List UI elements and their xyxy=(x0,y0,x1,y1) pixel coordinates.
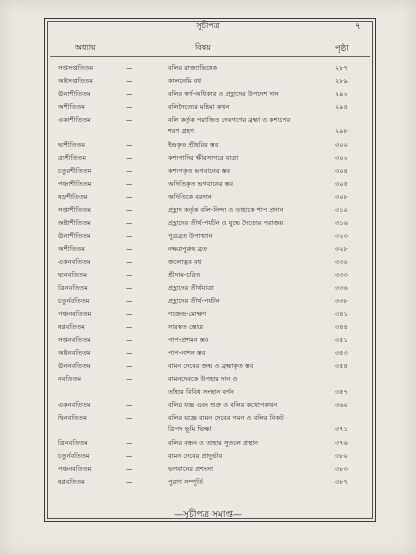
page-ref: ৩০৫ xyxy=(335,180,348,188)
table-row xyxy=(0,308,416,320)
chapter-name: দ্বিনবতিতম xyxy=(58,414,87,422)
subject-text: ভগবানের প্রশংসা xyxy=(168,465,214,473)
chapter-name: পঞ্চাশীতিতম xyxy=(58,180,92,188)
dash-separator: — xyxy=(126,90,133,98)
table-row xyxy=(0,217,416,229)
table-row xyxy=(0,295,416,307)
chapter-name: চতুরশীতিতম xyxy=(58,167,92,175)
table-row xyxy=(0,282,416,294)
page-ref: ৩১০ xyxy=(335,206,348,214)
page-ref: ২৮৯ xyxy=(335,77,348,85)
chapter-name: সপ্তসপ্ততিতম xyxy=(58,64,93,72)
subject-text: কশ্যপকৃত ভগবানের স্তব xyxy=(168,167,231,175)
subject-text: বামনদেবকে উপহার দান ও xyxy=(168,375,238,383)
dash-separator: — xyxy=(126,439,133,447)
page-ref: ৩৩৬ xyxy=(335,284,348,292)
page-ref: ৩৩৩ xyxy=(335,271,348,279)
table-row xyxy=(0,399,416,411)
table-row xyxy=(0,334,416,346)
table-row xyxy=(0,178,416,190)
chapter-name: সপ্তাশীতিতম xyxy=(58,206,91,214)
chapter-name: ঊনাশীতিতম xyxy=(58,90,91,98)
chapter-name: নবতিতম xyxy=(58,375,82,383)
chapter-name: সপ্তনবতিতম xyxy=(58,336,91,344)
subject-text: শ্রীদাম-চরিত xyxy=(168,271,201,279)
subject-text: তাঁহার বিবিধ সংস্থান বর্ণন xyxy=(168,388,234,396)
dash-separator: — xyxy=(126,206,133,214)
subject-text: বলির যজ্ঞ এবং শুক্র ও বলির কথোপকথন xyxy=(168,401,278,409)
page-ref: ২৯২ xyxy=(335,90,348,98)
subject-text: গজেন্দ্র-মোক্ষণ xyxy=(168,310,207,318)
table-row xyxy=(0,373,416,385)
table-row xyxy=(0,476,416,488)
subject-text: ইন্দ্রকৃত শ্রীহরির স্তব xyxy=(168,141,219,149)
chapter-name: চতুর্নবতিতম xyxy=(58,452,90,460)
table-row xyxy=(0,191,416,203)
page-title: সূচীপত্র xyxy=(196,21,220,30)
table-row xyxy=(0,360,416,372)
dash-separator: — xyxy=(126,452,133,460)
chapter-name: অষ্টাশীতিতম xyxy=(58,219,91,227)
subject-text: সারস্বত স্তোত্র xyxy=(168,323,204,331)
subject-text: কালনেমি বধ xyxy=(168,77,202,85)
dash-separator: — xyxy=(126,297,133,305)
subject-text: বলি কর্তৃক পরাজিত দেবগণের ব্রহ্মা ও কশ্যপের xyxy=(168,116,291,124)
subject-text: পুত্রব্রত উপাখ্যান xyxy=(168,232,213,240)
page-ref: ৩০২ xyxy=(335,154,348,162)
chapter-name: দ্ব্যশীতিতম xyxy=(58,141,86,149)
chapter-name: অষ্টনবতিতম xyxy=(58,349,91,357)
chapter-name: দ্ব্যনবতিতম xyxy=(58,271,87,279)
chapter-name: ত্রিনবতিতম xyxy=(58,284,88,292)
chapter-name: চতুর্নবতিতম xyxy=(58,297,90,305)
dash-separator: — xyxy=(126,116,133,124)
column-header-chapter: অধ্যায় xyxy=(75,43,96,52)
dash-separator: — xyxy=(126,465,133,473)
subject-text: অদিতিকে বরদান xyxy=(168,193,212,201)
page-ref: ৩৮৭ xyxy=(335,478,348,486)
page-ref: ৩৮০ xyxy=(335,452,348,460)
dash-separator: — xyxy=(126,141,133,149)
subject-text: প্রহ্লাদের তীর্থ-পর্যটন ও যুদ্ধে দৈত্যের পরাজয় xyxy=(168,219,284,227)
subject-text: পুরাণ সম্পূর্তি xyxy=(168,478,203,486)
dash-separator: — xyxy=(126,193,133,201)
table-row xyxy=(0,463,416,475)
chapter-name: ঊনাশীতিতম xyxy=(58,232,91,240)
subject-text: বলির বন্ধন ও তাহার সুতলে প্রস্থান xyxy=(168,439,259,447)
dash-separator: — xyxy=(126,271,133,279)
table-row xyxy=(0,152,416,164)
table-row xyxy=(0,88,416,100)
table-row xyxy=(0,125,416,137)
table-row xyxy=(0,165,416,177)
chapter-name: একনবতিতম xyxy=(58,401,91,409)
table-row xyxy=(0,75,416,87)
chapter-name: ষড়শীতিতম xyxy=(58,193,88,201)
table-row xyxy=(0,243,416,255)
page-ref: ৩২৮ xyxy=(335,245,348,253)
page-ref: ৩৫৭ xyxy=(335,388,348,396)
dash-separator: — xyxy=(126,103,133,111)
page-ref: ৩৫৪ xyxy=(335,362,348,370)
chapter-name: ষণ্ণবতিতম xyxy=(58,323,85,331)
table-row xyxy=(0,386,416,398)
chapter-name: একাশীতিতম xyxy=(58,116,91,124)
dash-separator: — xyxy=(126,310,133,318)
table-row xyxy=(0,321,416,333)
chapter-name: ঊননবতিতম xyxy=(58,362,91,370)
column-header-subject: বিষয় xyxy=(195,43,211,52)
page-ref: ৩০০ xyxy=(335,141,348,149)
subject-text: প্রহ্লাদের তীর্থ-পর্যটন xyxy=(168,297,220,305)
dash-separator: — xyxy=(126,336,133,344)
subject-text: পাপ-নাশন স্তব xyxy=(168,349,206,357)
dash-separator: — xyxy=(126,245,133,253)
dash-separator: — xyxy=(126,375,133,383)
chapter-name: একনবতিতম xyxy=(58,258,91,266)
subject-text: কশ্যপাদির ক্ষীরসাগরে যাত্রা xyxy=(168,154,239,162)
page-ref: ৩৬০ xyxy=(335,401,348,409)
page-ref: ৩৭৬ xyxy=(335,439,348,447)
page-ref: ৩৪১ xyxy=(335,310,348,318)
subject-text: শরণ গ্রহণ xyxy=(168,127,195,135)
subject-text: জলোদ্ভব বধ xyxy=(168,258,202,266)
chapter-name: ষণ্ণবতিতম xyxy=(58,478,85,486)
page-ref: ৩০৮ xyxy=(335,193,348,201)
page-number: ৭ xyxy=(355,22,361,32)
dash-separator: — xyxy=(126,284,133,292)
table-row xyxy=(0,62,416,74)
page-ref: ২৮৭ xyxy=(335,64,348,72)
dash-separator: — xyxy=(126,232,133,240)
dash-separator: — xyxy=(126,77,133,85)
dash-separator: — xyxy=(126,180,133,188)
dash-separator: — xyxy=(126,323,133,331)
chapter-name: ত্র্যশীতিতম xyxy=(58,154,86,162)
dash-separator: — xyxy=(126,64,133,72)
page-ref: ৩৮৩ xyxy=(335,465,348,473)
contents-end-note: —সূচীপত্র সমাপ্ত— xyxy=(174,510,242,520)
subject-text: অদিতিকৃত ভগবানের স্তব xyxy=(168,180,234,188)
table-row xyxy=(0,437,416,449)
page-ref: ৩২৩ xyxy=(335,232,348,240)
page-ref: ৩৪৪ xyxy=(335,323,348,331)
chapter-name: অশীতিতম xyxy=(58,245,85,253)
subject-text: বামন দেবের জন্ম ও ব্রহ্মাকৃত স্তব xyxy=(168,362,254,370)
subject-text: বলিদৈত্যের মহিমা কথন xyxy=(168,103,230,111)
chapter-name: ত্রিনবতিতম xyxy=(58,439,88,447)
dash-separator: — xyxy=(126,478,133,486)
table-row xyxy=(0,450,416,462)
page-ref: ৩৫৩ xyxy=(335,349,348,357)
subject-text: বলির রাজ্যাভিষেক xyxy=(168,64,218,72)
page-ref: ২৯৮ xyxy=(335,127,348,135)
chapter-name: অশীতিতম xyxy=(58,103,85,111)
page-ref: ৩৫১ xyxy=(335,336,348,344)
subject-text: প্রহ্লাদ কর্তৃক বলি-নিন্দা ও তাহাকে শাপ প্রদান xyxy=(168,206,284,214)
dash-separator: — xyxy=(126,167,133,175)
chapter-name: পঞ্চনবতিতম xyxy=(58,310,92,318)
subject-text: ত্রিপদ ভূমি ভিক্ষা xyxy=(168,425,212,433)
dash-separator: — xyxy=(126,219,133,227)
dash-separator: — xyxy=(126,349,133,357)
column-header-page: পৃষ্ঠা xyxy=(335,44,349,54)
subject-text: বলির স্বর্গ-অধিকার ও প্রহ্লাদের উপদেশ দান xyxy=(168,90,279,98)
page-ref: ৩৩০ xyxy=(335,258,348,266)
table-row xyxy=(0,269,416,281)
chapter-name: অষ্টসপ্ততিতম xyxy=(58,77,93,85)
table-row xyxy=(0,139,416,151)
table-row xyxy=(0,230,416,242)
dash-separator: — xyxy=(126,154,133,162)
subject-text: প্রহ্লাদের তীর্থযাত্রা xyxy=(168,284,214,292)
chapter-name: পঞ্চনবতিতম xyxy=(58,465,92,473)
table-row xyxy=(0,256,416,268)
page-ref: ৩৭১ xyxy=(335,425,348,433)
dash-separator: — xyxy=(126,401,133,409)
page-ref: ৩০৪ xyxy=(335,167,348,175)
page-ref: ২৯৫ xyxy=(335,103,348,111)
page-ref: ৩৩৮ xyxy=(335,297,348,305)
table-row xyxy=(0,101,416,113)
subject-text: পাপ-প্রশমন স্তব xyxy=(168,336,209,344)
table-row xyxy=(0,204,416,216)
subject-text: বামন দেবের প্রাদুর্ভাব xyxy=(168,452,223,460)
page-ref: ৩১৬ xyxy=(335,219,348,227)
dash-separator: — xyxy=(126,362,133,370)
table-row xyxy=(0,347,416,359)
subject-text: বলির যজ্ঞে বামন দেবের গমন ও বলির নিকট xyxy=(168,414,284,422)
table-row xyxy=(0,423,416,435)
subject-text: নক্ষত্রপুরুষ ব্রত xyxy=(168,245,208,253)
dash-separator: — xyxy=(126,258,133,266)
dash-separator: — xyxy=(126,414,133,422)
